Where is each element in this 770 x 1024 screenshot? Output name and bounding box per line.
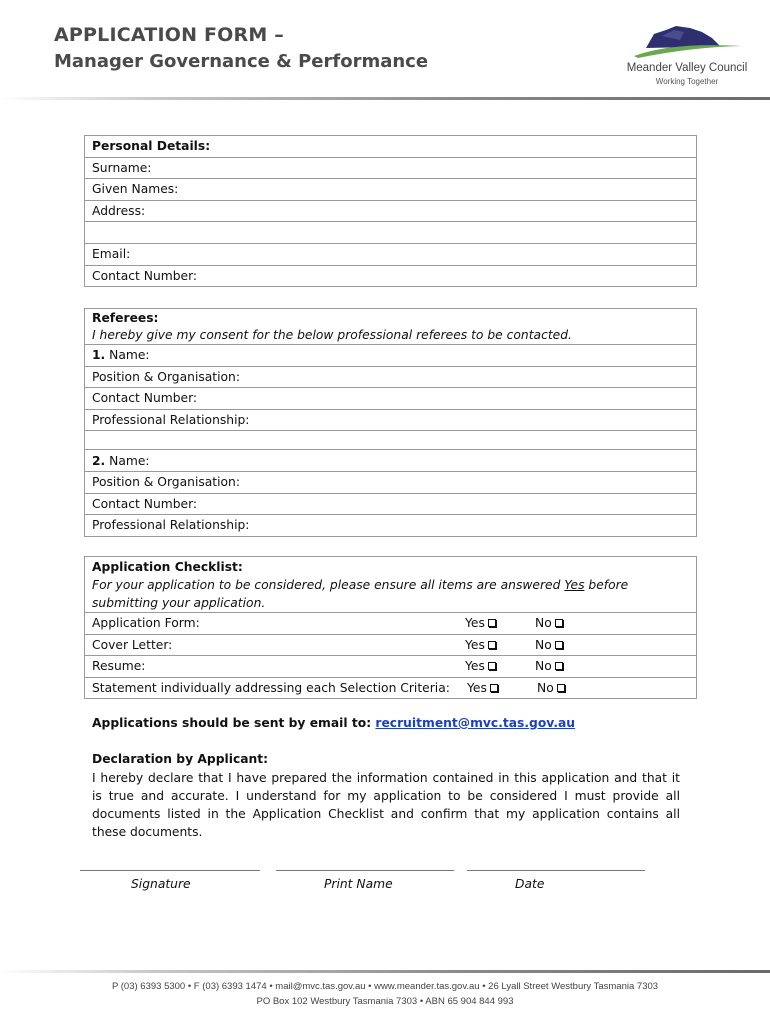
checklist-note-text-end: before submitting your application.	[92, 578, 629, 610]
page-subtitle: Manager Governance & Performance	[54, 51, 429, 72]
referees-header-cell	[85, 309, 697, 345]
email-field[interactable]: Email:	[85, 243, 697, 265]
page-title: APPLICATION FORM –	[54, 24, 284, 46]
declaration-heading: Declaration by Applicant:	[92, 752, 269, 766]
yes-label: Yes	[465, 659, 485, 674]
footer-divider	[0, 970, 770, 973]
print-name-line[interactable]	[276, 870, 454, 871]
checklist-heading: Application Checklist:	[92, 560, 243, 574]
checkbox-icon	[490, 684, 498, 692]
no-label: No	[537, 680, 554, 695]
checklist-note	[92, 576, 689, 612]
referee2-name-field[interactable]	[85, 450, 697, 472]
recruitment-email-link[interactable]: recruitment@mvc.tas.gov.au	[375, 716, 576, 730]
yes-label: Yes	[465, 637, 485, 652]
referee2-number: 2.	[92, 453, 106, 468]
checklist-yes-checkbox[interactable]	[465, 616, 496, 630]
referee1-name-field[interactable]	[85, 345, 697, 367]
referee2-name-label: Name:	[109, 453, 150, 468]
given-names-field[interactable]: Given Names:	[85, 179, 697, 201]
footer-address-line: PO Box 102 Westbury Tasmania 7303 • ABN 65 904 844 993	[256, 996, 514, 1007]
referee2-relationship-field[interactable]: Professional Relationship:	[85, 515, 697, 537]
referees-table	[84, 308, 697, 537]
surname-field[interactable]: Surname:	[85, 157, 697, 179]
footer-contact-line: P (03) 6393 5300 • F (03) 6393 1474 • mail@mvc.tas.gov.au • www.meander.tas.gov.au • 26 Lyall Street Westbury Tasmania 7303	[111, 981, 659, 992]
print-name-label: Print Name	[324, 877, 393, 891]
checklist-row-resume	[85, 656, 697, 678]
no-label: No	[535, 659, 552, 674]
submission-instruction	[92, 716, 575, 730]
checklist-no-checkbox[interactable]	[537, 681, 565, 695]
checklist-row-application-form	[85, 613, 697, 635]
address-field[interactable]: Address:	[85, 200, 697, 222]
referee1-number: 1.	[92, 348, 106, 363]
checklist-no-checkbox[interactable]	[535, 638, 563, 652]
checkbox-icon	[555, 619, 563, 627]
checkbox-icon	[488, 641, 496, 649]
checklist-note-text: For your application to be considered, please ensure all items are answered	[92, 578, 565, 592]
contact-number-field[interactable]: Contact Number:	[85, 265, 697, 287]
referee1-name-label: Name:	[109, 348, 150, 363]
checklist-header-cell	[85, 557, 697, 613]
application-checklist-table	[84, 556, 697, 699]
council-tagline: Working Together	[655, 77, 719, 86]
no-label: No	[535, 616, 552, 630]
personal-heading: Personal Details:	[85, 136, 697, 158]
checklist-note-emphasis: Yes	[564, 578, 585, 592]
yes-label: Yes	[465, 616, 485, 630]
declaration-body: I hereby declare that I have prepared the information contained in this application and that it is true and accurate. I understand for my application to be considered I must provide all documents listed in the Application Checklist and confirm that my application contains all these documents.	[92, 771, 680, 839]
referee-spacer-row	[85, 431, 697, 450]
checklist-yes-checkbox[interactable]	[467, 681, 498, 695]
checklist-no-checkbox[interactable]	[535, 659, 563, 673]
checklist-item-label: Cover Letter:	[92, 637, 173, 652]
checklist-item-label: Application Form:	[92, 616, 200, 631]
checklist-row-cover-letter	[85, 634, 697, 656]
checklist-item-label: Statement individually addressing each Selection Criteria:	[92, 681, 450, 696]
checklist-no-checkbox[interactable]	[535, 616, 563, 630]
address-field-line2[interactable]	[85, 222, 697, 244]
checklist-yes-checkbox[interactable]	[465, 638, 496, 652]
date-label: Date	[515, 877, 545, 891]
submission-label: Applications should be sent by email to:	[92, 716, 376, 730]
yes-label: Yes	[467, 680, 487, 695]
signature-label: Signature	[131, 877, 191, 891]
referees-heading: Referees:	[92, 311, 159, 325]
checklist-row-selection-criteria	[85, 677, 697, 699]
date-line[interactable]	[467, 870, 645, 871]
no-label: No	[535, 637, 552, 652]
checkbox-icon	[488, 662, 496, 670]
referee2-position-field[interactable]: Position & Organisation:	[85, 471, 697, 493]
header-divider	[0, 97, 770, 100]
council-name: Meander Valley Council	[626, 62, 748, 74]
checklist-item-label: Resume:	[92, 659, 146, 674]
checkbox-icon	[557, 684, 565, 692]
council-logo	[624, 20, 750, 90]
referee1-contact-field[interactable]: Contact Number:	[85, 388, 697, 410]
mountain-logo-icon	[632, 20, 744, 62]
checkbox-icon	[555, 662, 563, 670]
referee1-position-field[interactable]: Position & Organisation:	[85, 366, 697, 388]
checklist-yes-checkbox[interactable]	[465, 659, 496, 673]
referee2-contact-field[interactable]: Contact Number:	[85, 493, 697, 515]
referees-consent: I hereby give my consent for the below professional referees to be contacted.	[92, 328, 572, 342]
signature-line[interactable]	[80, 870, 260, 871]
checkbox-icon	[488, 619, 496, 627]
personal-details-table	[84, 135, 697, 287]
referee1-relationship-field[interactable]: Professional Relationship:	[85, 409, 697, 431]
checkbox-icon	[555, 641, 563, 649]
page-header	[0, 0, 770, 100]
